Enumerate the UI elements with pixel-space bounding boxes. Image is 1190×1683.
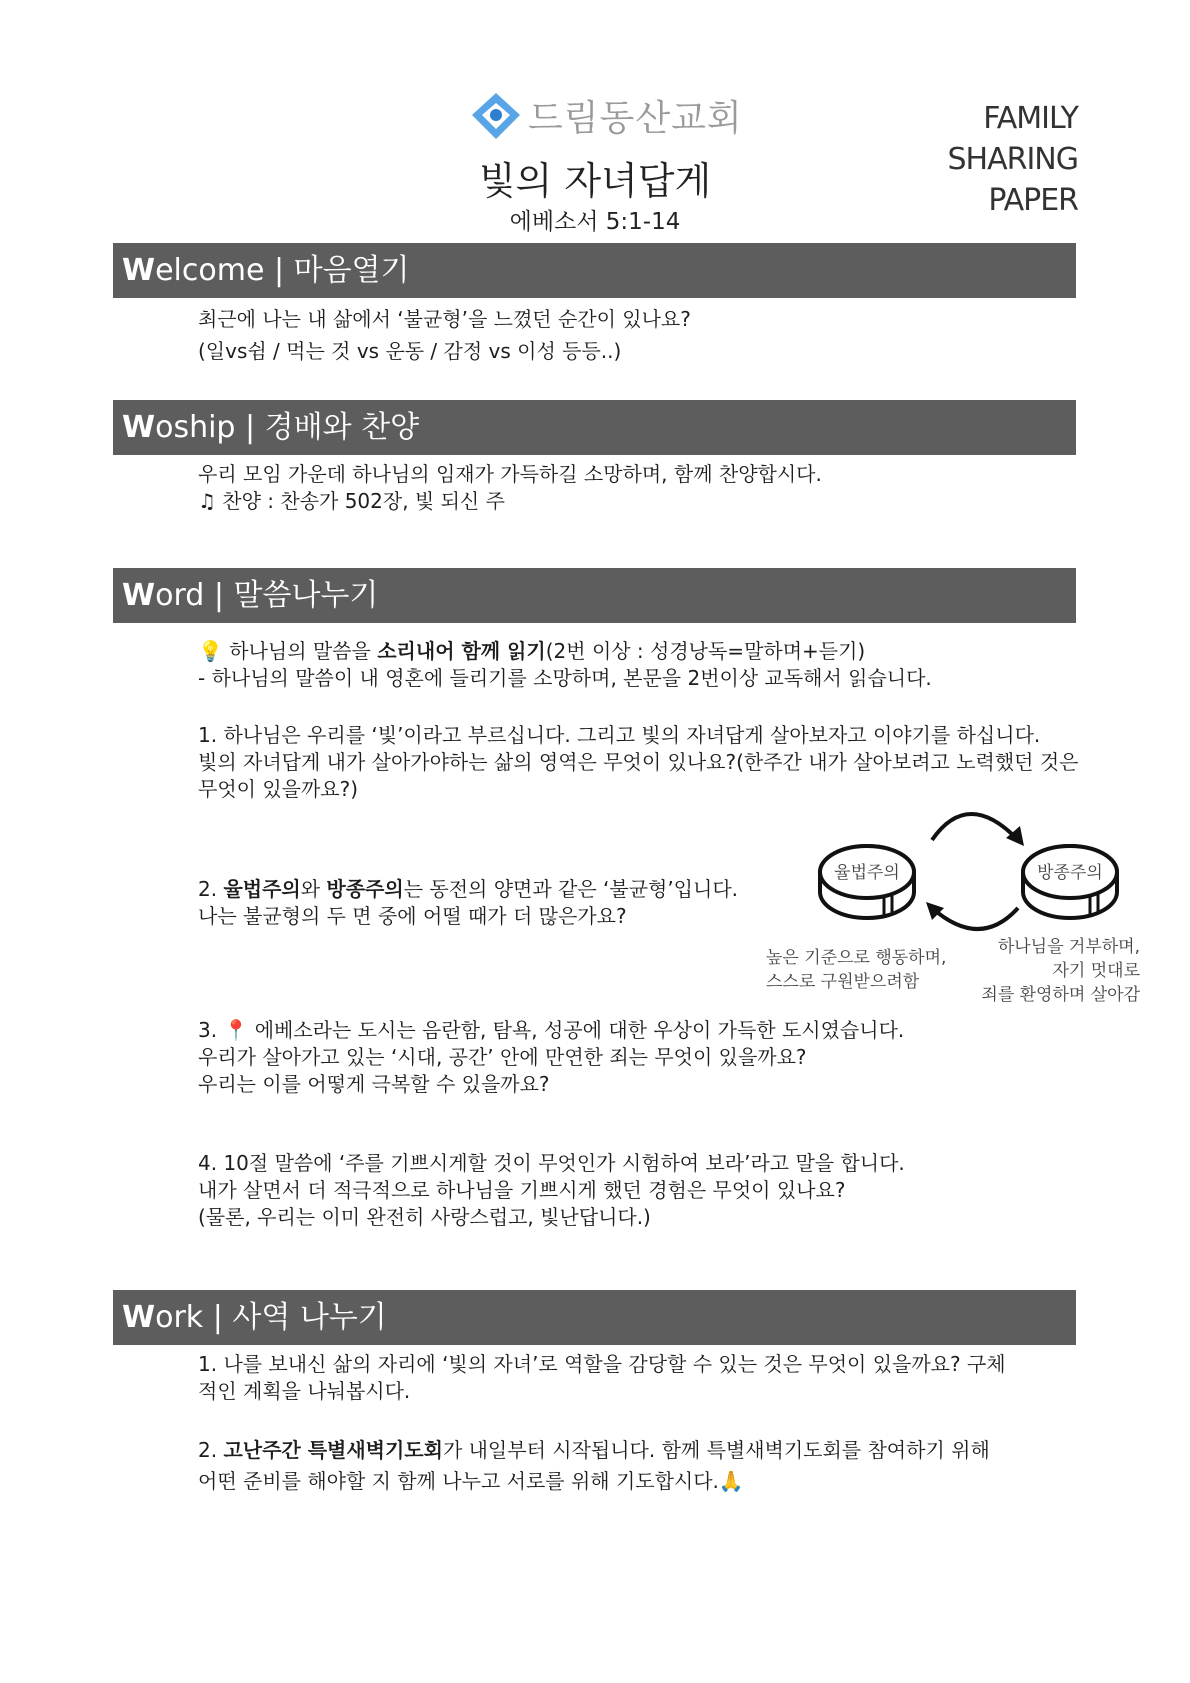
desc-line: 자기 멋대로 <box>1052 961 1140 981</box>
praying-hands-icon: 🙏 <box>718 1469 744 1493</box>
question-line: 1. 하나님은 우리를 ‘빛’이라고 부르십니다. 그리고 빛의 자녀답게 살아보자고 이야기를 하십니다. <box>198 723 1041 747</box>
special-prayer-meeting: 고난주간 특별새벽기도회 <box>223 1438 443 1462</box>
cycle-arrow-top-icon <box>932 814 1018 840</box>
section-header-welcome <box>113 243 1076 298</box>
word-question-4 <box>198 1150 905 1231</box>
work-question-1 <box>198 1351 1006 1405</box>
question-line: 무엇이 있을까요?) <box>198 777 359 801</box>
welcome-line: 최근에 나는 내 삶에서 ‘불균형’을 느꼈던 순간이 있나요? <box>198 307 691 331</box>
q2-term-legalism: 율법주의 <box>223 877 301 901</box>
read-pre: 하나님의 말씀을 <box>229 639 378 663</box>
section-title: ork | 사역 나누기 <box>155 1300 387 1335</box>
legalism-description <box>766 946 946 994</box>
label-line-family: FAMILY <box>983 101 1078 136</box>
section-header-worship <box>113 400 1076 455</box>
map-pin-icon: 📍 <box>223 1018 249 1042</box>
section-header-word <box>113 568 1076 623</box>
section-header-work <box>113 1290 1076 1345</box>
question-line: 빛의 자녀답게 내가 살아가야하는 삶의 영역은 무엇이 있나요?(한주간 내가 살아보려고 노력했던 것은 <box>198 750 1079 774</box>
section-title: ord | 말씀나누기 <box>155 578 379 613</box>
question-line: 우리는 이를 어떻게 극복할 수 있을까요? <box>198 1072 550 1096</box>
section-initial: W <box>122 253 156 288</box>
word-question-2 <box>198 876 738 930</box>
q2-number: 2. <box>198 877 224 901</box>
cycle-arrow-bottom-icon <box>932 908 1018 929</box>
desc-line: 죄를 환영하며 살아감 <box>981 985 1140 1005</box>
section-title: oship | 경배와 찬양 <box>155 410 420 445</box>
section-title: elcome | 마음열기 <box>155 253 410 288</box>
question-line: 나는 불균형의 두 면 중에 어떨 때가 더 많은가요? <box>198 904 627 928</box>
question-line: 1. 나를 보내신 삶의 자리에 ‘빛의 자녀’로 역할을 감당할 수 있는 것은 무엇이 있을까요? 구체 <box>198 1352 1006 1376</box>
section-initial: W <box>122 410 156 445</box>
word-question-1 <box>198 722 1078 803</box>
worship-text <box>198 461 822 515</box>
desc-line: 하나님을 거부하며, <box>997 937 1140 957</box>
question-line: 4. 10절 말씀에 ‘주를 기쁘시게할 것이 무엇인가 시험하여 보라’라고 말을 합니다. <box>198 1151 905 1175</box>
license-description <box>981 935 1140 1007</box>
work-question-2 <box>198 1435 990 1497</box>
question-line: 에베소라는 도시는 음란함, 탐욕, 성공에 대한 우상이 가득한 도시였습니다. <box>254 1018 905 1042</box>
church-logo <box>470 90 743 141</box>
reading-instruction <box>198 638 932 692</box>
word-question-3 <box>198 1017 904 1098</box>
read-note: - 하나님의 말씀이 내 영혼에 들리기를 소망하며, 본문을 2번이상 교독해서 읽습니다. <box>198 666 932 690</box>
section-initial: W <box>122 1300 156 1335</box>
q2-mid: 와 <box>300 877 327 901</box>
label-line-paper: PAPER <box>988 183 1078 218</box>
read-post: (2번 이상 : 성경낭독=말하며+듣기) <box>545 639 866 663</box>
label-line-sharing: SHARING <box>947 142 1078 177</box>
desc-line: 스스로 구원받으려함 <box>766 972 920 992</box>
scripture-reference: 에베소서 5:1-14 <box>509 209 681 235</box>
q2-term-license: 방종주의 <box>326 877 404 901</box>
coin-label-left: 율법주의 <box>834 863 900 883</box>
music-note-icon: ♫ <box>198 489 216 513</box>
read-emphasis: 소리내어 함께 읽기 <box>377 639 546 663</box>
question-line: 가 내일부터 시작됩니다. 함께 특별새벽기도회를 참여하기 위해 <box>442 1438 990 1462</box>
page-title: 빛의 자녀답게 <box>478 159 712 203</box>
song-title: 찬양 : 찬송가 502장, 빛 되신 주 <box>222 489 505 513</box>
q2-number: 2. <box>198 1438 224 1462</box>
q2-rest: 는 동전의 양면과 같은 ‘불균형’입니다. <box>403 877 739 901</box>
welcome-line: (일vs쉼 / 먹는 것 vs 운동 / 감정 vs 이성 등등..) <box>198 339 622 363</box>
lightbulb-icon: 💡 <box>198 639 223 663</box>
question-line: 적인 계획을 나눠봅시다. <box>198 1379 411 1403</box>
logo-mark-icon <box>470 91 522 141</box>
welcome-question <box>198 306 691 365</box>
question-line: 내가 살면서 더 적극적으로 하나님을 기쁘시게 했던 경험은 무엇이 있나요? <box>198 1178 846 1202</box>
balance-coin-diagram <box>800 800 1140 950</box>
church-name: 드림동산교회 <box>528 98 743 139</box>
question-line: (물론, 우리는 이미 완전히 사랑스럽고, 빛난답니다.) <box>198 1205 651 1229</box>
coin-label-right: 방종주의 <box>1037 863 1103 883</box>
question-line: 우리가 살아가고 있는 ‘시대, 공간’ 안에 만연한 죄는 무엇이 있을까요? <box>198 1045 807 1069</box>
desc-line: 높은 기준으로 행동하며, <box>766 948 947 968</box>
section-initial: W <box>122 578 156 613</box>
question-line: 어떤 준비를 해야할 지 함께 나누고 서로를 위해 기도합시다. <box>198 1469 719 1493</box>
worship-line: 우리 모임 가운데 하나님의 임재가 가득하길 소망하며, 함께 찬양합시다. <box>198 462 822 486</box>
q3-number: 3. <box>198 1018 224 1042</box>
family-sharing-paper-label <box>947 98 1078 221</box>
